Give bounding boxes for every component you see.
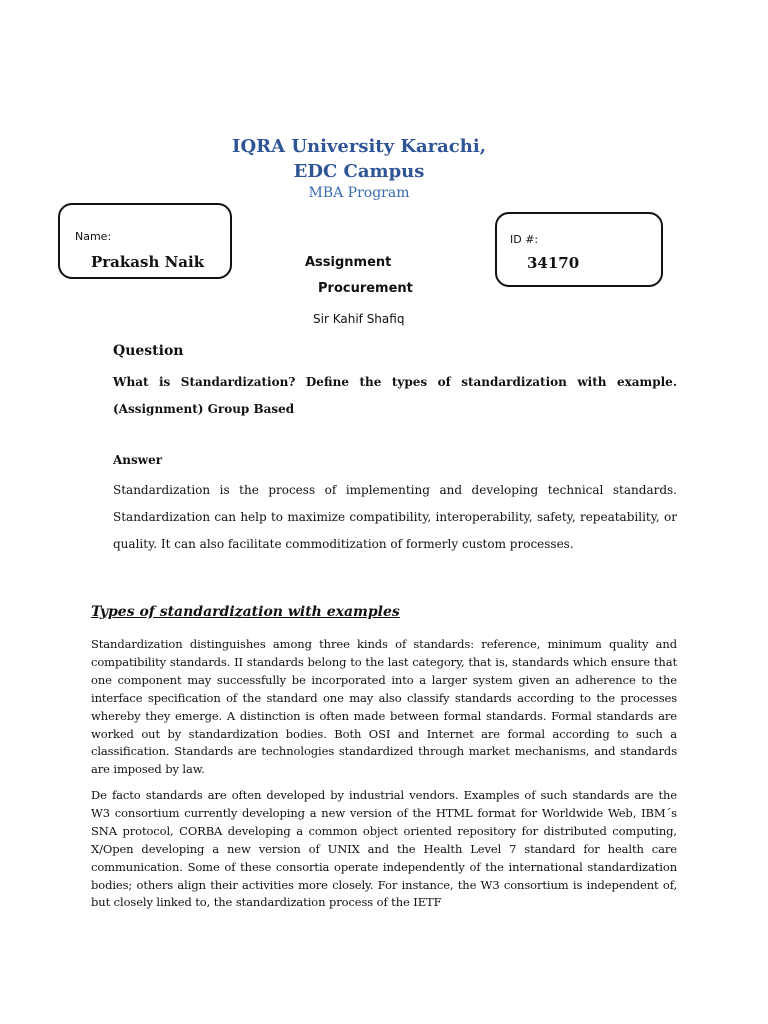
types-paragraph: Standardization distinguishes among three kinds of standards: reference, minimum quality and compatibility standards. II standards belong to the last category, that is, standards which ensure that one component may successfully be incorporated into a larger system given an adherence to the interface specification of the standard one may also classify standards according to the processes whereby they emerge. A distinction is often made between formal standards. Formal standards are worked out by standardization bodies. Both OSI and Internet are formal according to such a classification. Standards are technologies standardized through market mechanisms, and standards are imposed by law.: [91, 637, 677, 777]
id-box: [495, 212, 663, 287]
answer-text: Standardization is the process of implementing and developing technical standards. Standardization can help to maximize compatibility, interoperability, safety, repeatability, or quality. It can also facilitate commoditization of formerly custom processes.: [113, 483, 677, 551]
campus-title: EDC Campus: [293, 161, 425, 182]
answer-heading: Answer: [113, 453, 163, 467]
question-heading: Question: [113, 343, 184, 359]
question-text: What is Standardization? Define the types of standardization with example. (Assignment) Group Based: [113, 375, 677, 416]
subject-label: Procurement: [318, 281, 413, 296]
university-title: IQRA University Karachi,: [232, 136, 486, 157]
teacher-name: Sir Kahif Shafiq: [313, 312, 405, 326]
types-heading: Types of standardization with examples: [91, 604, 400, 620]
student-id: 34170: [527, 254, 580, 272]
program-title: MBA Program: [308, 185, 410, 201]
name-box: [58, 203, 232, 279]
name-label: Name:: [75, 230, 112, 243]
student-name: Prakash Naik: [91, 253, 205, 271]
assignment-label: Assignment: [305, 255, 392, 270]
types-paragraph: De facto standards are often developed by industrial vendors. Examples of such standards are the W3 consortium currently developing a new version of the HTML format for Worldwide Web, IBM´s SNA protocol, CORBA developing a common object oriented repository for distributed computing, X/Open developing a new version of UNIX and the Health Level 7 standard for health care communication. Some of these consortia operate independently of the international standardization bodies; others align their activities more closely. For instance, the W3 consortium is independent of, but closely linked to, the standardization process of the IETF: [91, 788, 677, 910]
id-label: ID #:: [510, 233, 539, 246]
